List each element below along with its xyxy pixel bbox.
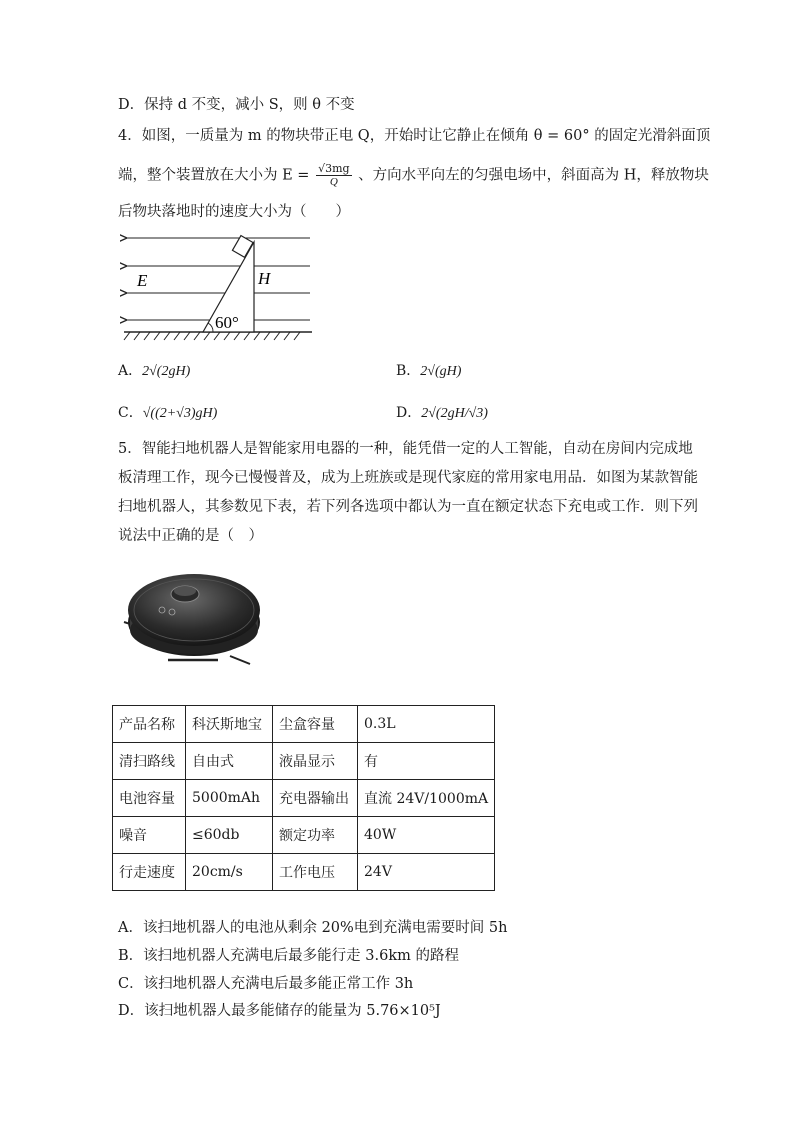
q5-option-c[interactable]: C．该扫地机器人充满电后最多能正常工作 3h: [118, 976, 414, 992]
table-cell: 行走速度: [113, 854, 186, 891]
label-angle: 60°: [215, 313, 239, 332]
table-row: [113, 854, 495, 891]
table-cell: 清扫路线: [113, 743, 186, 780]
q4-option-b-expr: 2√(gH): [420, 364, 462, 379]
label-h: H: [258, 269, 271, 288]
table-cell: 0.3L: [358, 706, 495, 743]
q4-option-c[interactable]: C．√((2+√3)gH): [118, 405, 218, 421]
q4-option-d-expr: 2√(2gH/√3): [421, 406, 488, 421]
q5-option-b[interactable]: B．该扫地机器人充满电后最多能行走 3.6km 的路程: [118, 948, 459, 964]
incline-field-figure: [120, 228, 320, 348]
label-e: E: [137, 271, 148, 290]
table-row: [113, 743, 495, 780]
q5-option-d[interactable]: D．该扫地机器人最多能储存的能量为 5.76×10⁵J: [118, 1003, 441, 1019]
table-cell: 有: [358, 743, 495, 780]
q5-stem-line-1: 5．智能扫地机器人是智能家用电器的一种，能凭借一定的人工智能，自动在房间内完成地: [118, 441, 693, 457]
table-cell: 电池容量: [113, 780, 186, 817]
table-row: [113, 706, 495, 743]
table-cell: 直流 24V/1000mA: [358, 780, 495, 817]
fraction-denominator: Q: [329, 176, 338, 188]
q4-option-b[interactable]: B．2√(gH): [396, 363, 462, 379]
robot-vacuum-image: [118, 560, 268, 670]
table-cell: 工作电压: [273, 854, 358, 891]
ground-hatch: [124, 332, 300, 340]
table-cell: 尘盒容量: [273, 706, 358, 743]
q4-option-a[interactable]: A．2√(2gH): [118, 363, 191, 379]
q4-option-c-expr: √((2+√3)gH): [142, 406, 218, 421]
q4-option-d[interactable]: D．2√(2gH/√3): [396, 405, 488, 421]
table-cell: 科沃斯地宝: [186, 706, 273, 743]
q5-option-a[interactable]: A．该扫地机器人的电池从剩余 20%电到充满电需要时间 5h: [118, 920, 508, 936]
table-row: [113, 817, 495, 854]
table-cell: 充电器输出: [273, 780, 358, 817]
q3-option-d: D．保持 d 不变，减小 S，则 θ 不变: [118, 97, 355, 113]
q4-stem-line-2-post: 、方向水平向左的匀强电场中，斜面高为 H，释放物块: [358, 167, 709, 184]
q4-stem-line-2: [118, 162, 709, 189]
table-cell: 噪音: [113, 817, 186, 854]
fraction-numerator: √3mg: [318, 162, 350, 175]
q5-stem-line-2: 板清理工作，现今已慢慢普及，成为上班族或是现代家庭的常用家电用品．如图为某款智能: [118, 470, 698, 486]
q4-stem-line-3: 后物块落地时的速度大小为（ ）: [118, 204, 350, 220]
table-cell: 液晶显示: [273, 743, 358, 780]
field-strength-fraction: [316, 162, 351, 189]
table-row: [113, 780, 495, 817]
q4-stem-line-1: 4．如图，一质量为 m 的物块带正电 Q，开始时让它静止在倾角 θ = 60° 的固定光滑斜面顶: [118, 128, 711, 144]
table-cell: 24V: [358, 854, 495, 891]
table-cell: 额定功率: [273, 817, 358, 854]
table-cell: 20cm/s: [186, 854, 273, 891]
table-cell: 自由式: [186, 743, 273, 780]
q5-stem-line-4: 说法中正确的是（ ）: [118, 528, 263, 544]
spec-table: [112, 705, 495, 891]
table-cell: 40W: [358, 817, 495, 854]
q4-option-a-expr: 2√(2gH): [142, 364, 191, 379]
table-cell: 5000mAh: [186, 780, 273, 817]
q5-stem-line-3: 扫地机器人，其参数见下表，若下列各选项中都认为一直在额定状态下充电或工作．则下列: [118, 499, 698, 515]
q4-stem-line-2-pre: 端，整个装置放在大小为 E =: [118, 167, 310, 184]
table-cell: 产品名称: [113, 706, 186, 743]
table-cell: ≤60db: [186, 817, 273, 854]
